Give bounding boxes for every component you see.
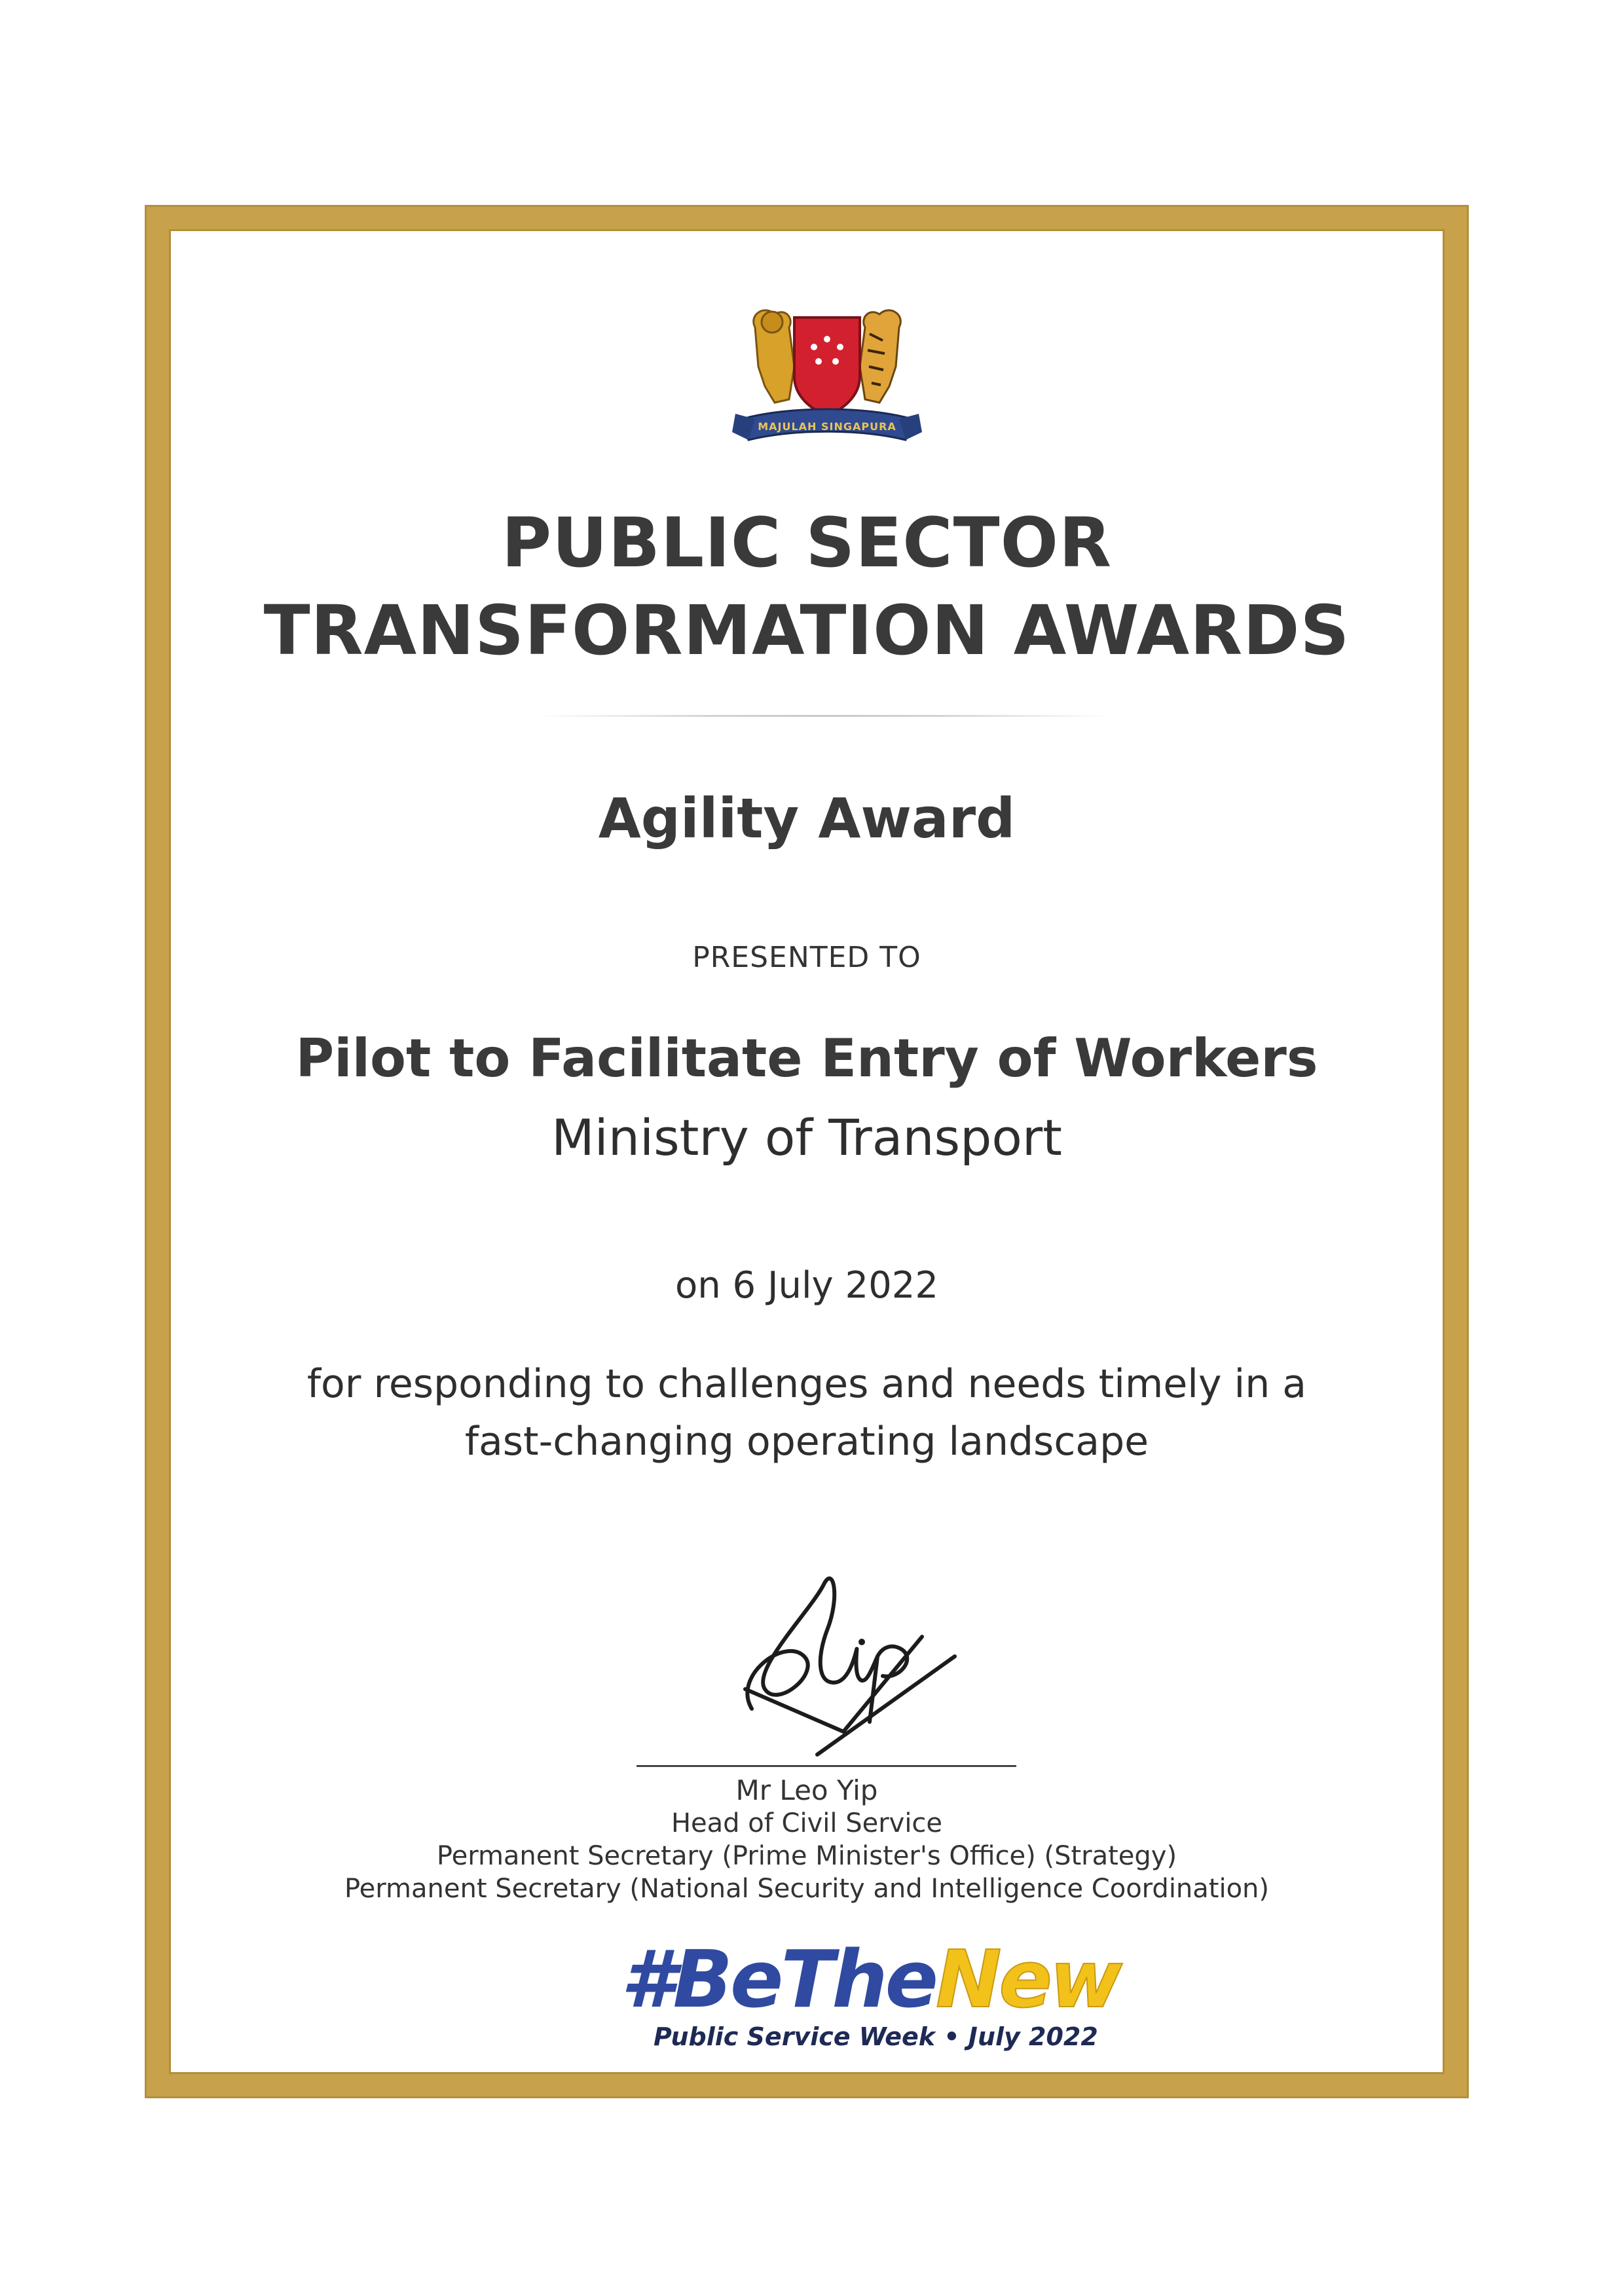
logo-hashtag [621,1931,1120,2030]
title-divider [536,715,1112,717]
award-title-line2: TRANSFORMATION AWARDS [263,591,1350,670]
presented-to-label: PRESENTED TO [692,941,921,974]
certificate-content [169,229,1445,2074]
certificate-frame [147,207,1467,2096]
recipient-organisation: Ministry of Transport [551,1108,1062,1167]
logo-subtitle: Public Service Week • July 2022 [654,2022,1098,2051]
signatory-title-3: Permanent Secretary (National Security and Intelligence Coordination) [344,1874,1270,1904]
logo-hashtag-part1: #BeThe [621,1935,936,2026]
award-date: on 6 July 2022 [674,1264,938,1307]
citation-line2: fast-changing operating landscape [464,1419,1149,1465]
signature-icon [706,1558,968,1774]
award-title-line1: PUBLIC SECTOR [501,503,1113,583]
recipient-name: Pilot to Facilitate Entry of Workers [295,1028,1318,1089]
signatory-name: Mr Leo Yip [735,1774,878,1806]
signatory-title-1: Head of Civil Service [671,1808,943,1838]
signatory-title-2: Permanent Secretary (Prime Minister's Office) (Strategy) [436,1841,1177,1871]
singapore-crest-icon [729,288,925,445]
crest-motto: MAJULAH SINGAPURA [758,420,896,433]
citation-line1: for responding to challenges and needs timely in a [306,1361,1307,1407]
citation [169,1355,1445,1470]
signature-line [637,1765,1016,1767]
logo-hashtag-part2: New [936,1935,1120,2026]
bethenew-logo [601,1931,1120,2062]
award-name: Agility Award [598,786,1016,850]
